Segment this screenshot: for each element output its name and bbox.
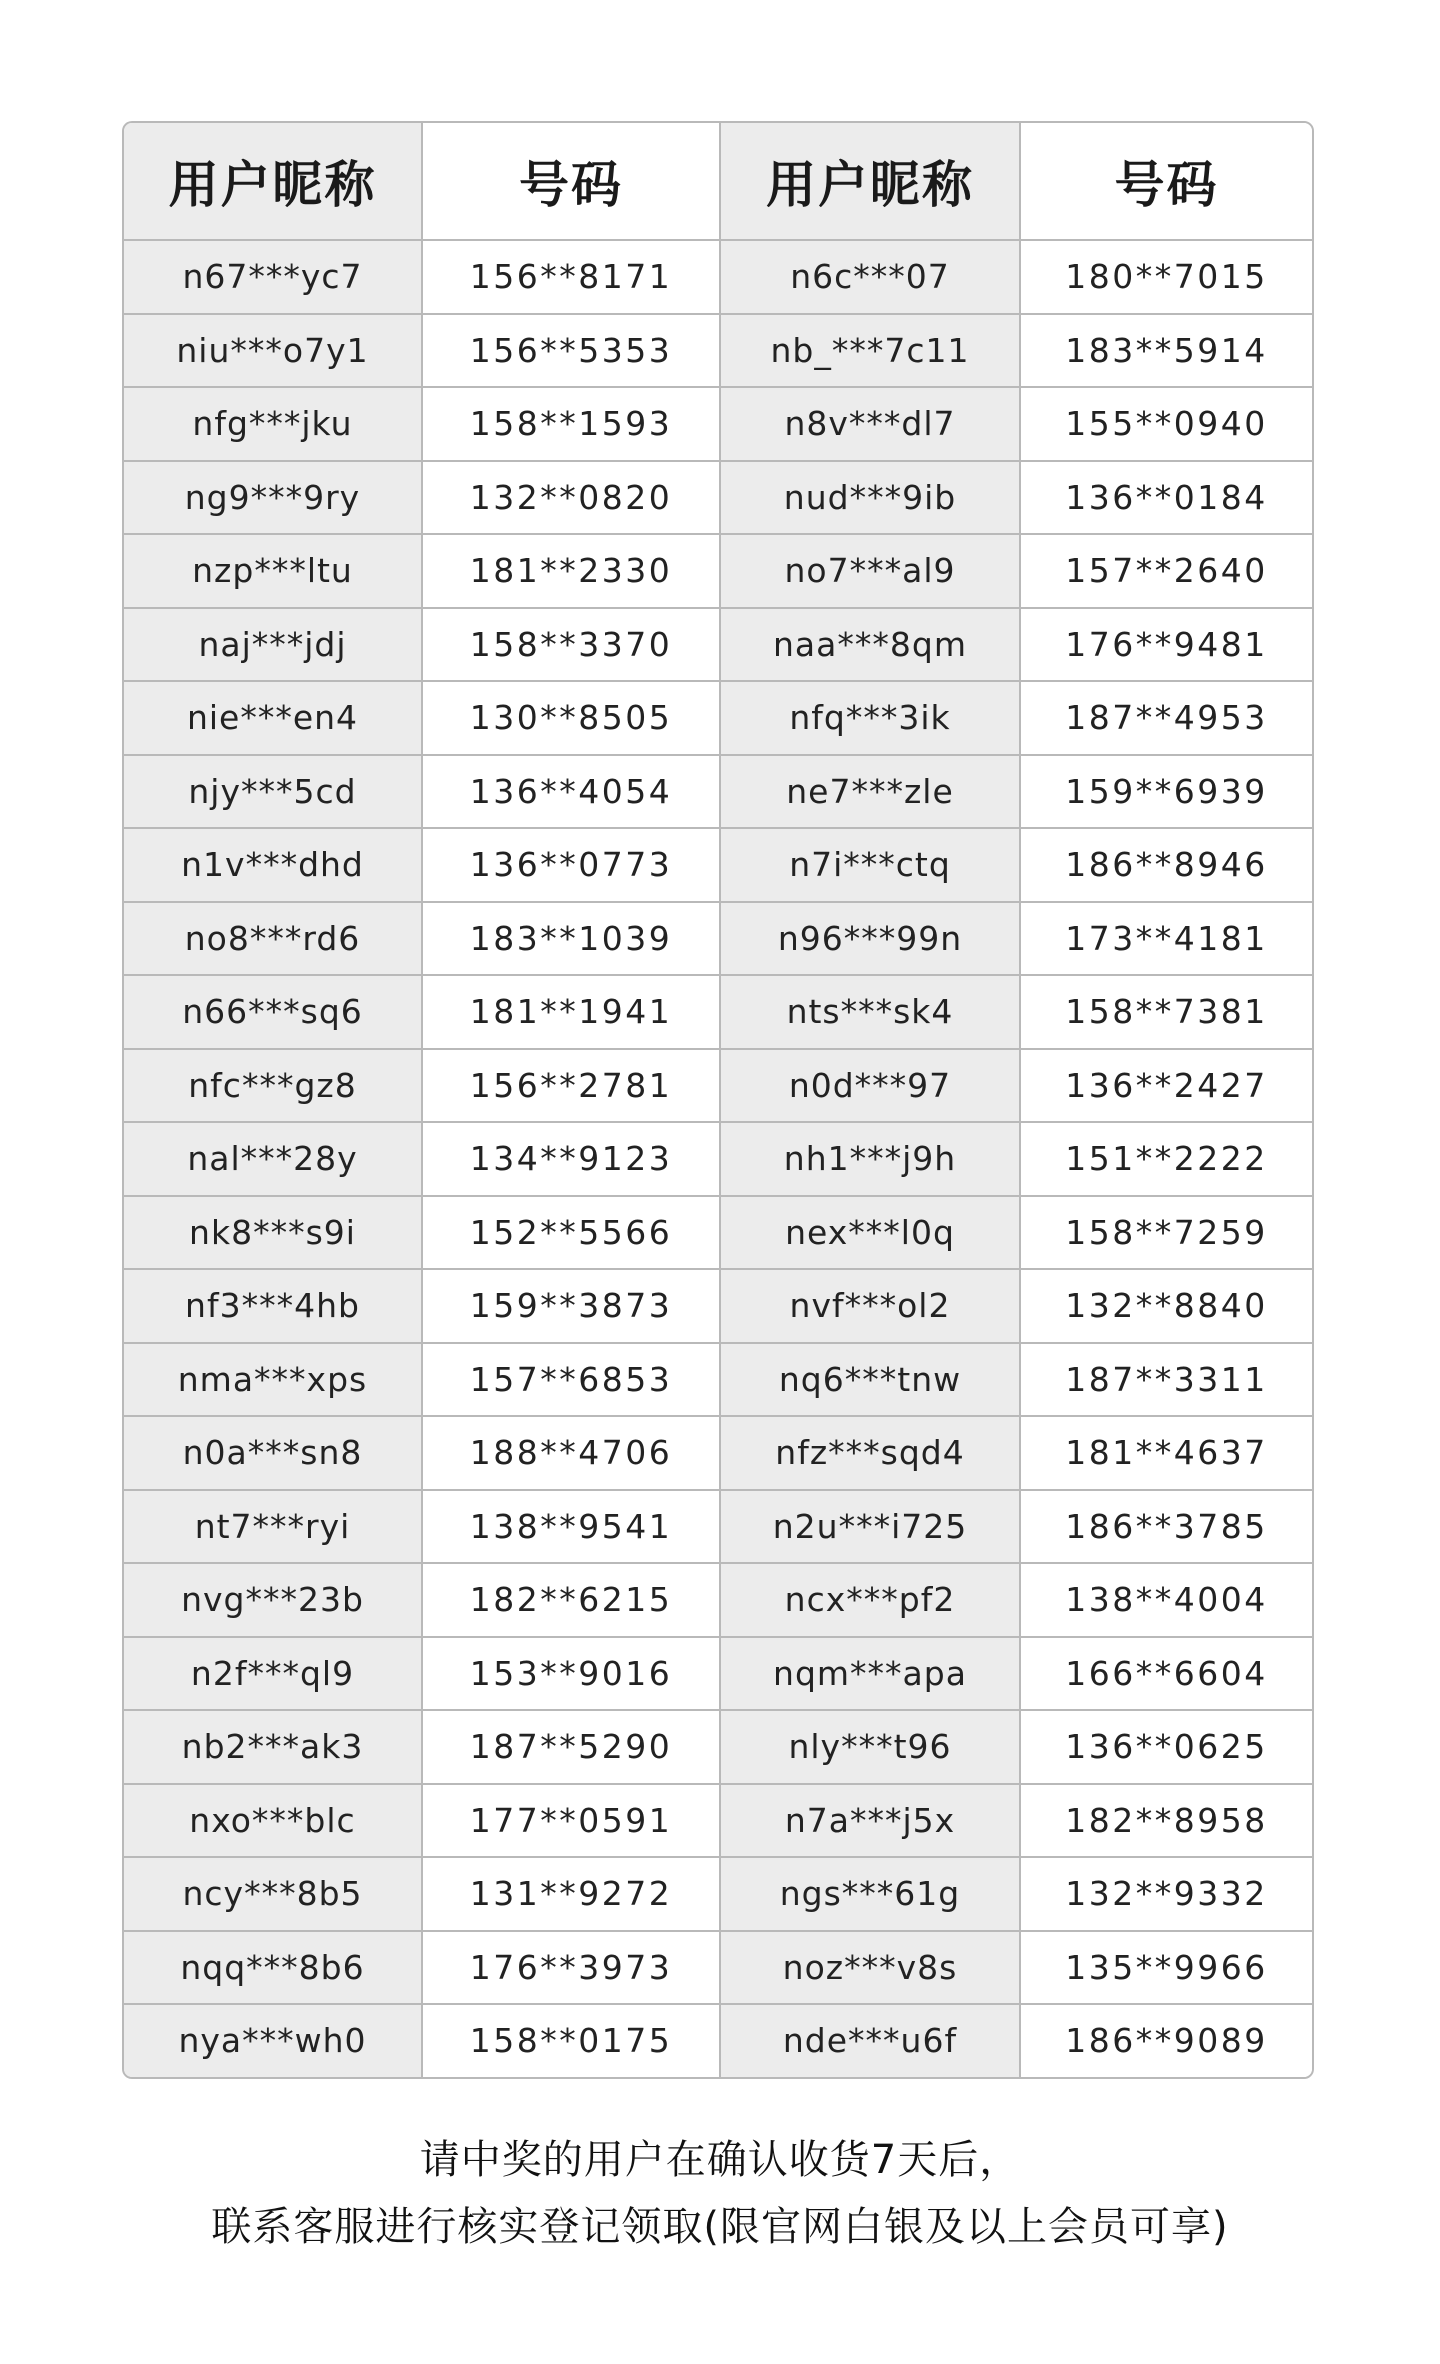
- cell-phone-right: 158**7381: [1020, 975, 1312, 1049]
- cell-nickname-left: nzp***ltu: [124, 534, 422, 608]
- cell-nickname-left: ng9***9ry: [124, 461, 422, 535]
- cell-phone-left: 136**0773: [422, 828, 720, 902]
- cell-nickname-right: n2u***i725: [720, 1490, 1020, 1564]
- cell-nickname-left: nfc***gz8: [124, 1049, 422, 1123]
- cell-nickname-left: ncy***8b5: [124, 1857, 422, 1931]
- cell-phone-left: 138**9541: [422, 1490, 720, 1564]
- cell-phone-left: 153**9016: [422, 1637, 720, 1711]
- cell-nickname-right: n8v***dl7: [720, 387, 1020, 461]
- cell-nickname-left: niu***o7y1: [124, 314, 422, 388]
- cell-phone-right: 155**0940: [1020, 387, 1312, 461]
- table-row: [124, 608, 1312, 682]
- cell-phone-right: 166**6604: [1020, 1637, 1312, 1711]
- cell-nickname-right: nq6***tnw: [720, 1343, 1020, 1417]
- table-row: [124, 1857, 1312, 1931]
- table-row: [124, 1490, 1312, 1564]
- cell-nickname-left: n2f***ql9: [124, 1637, 422, 1711]
- cell-nickname-right: nts***sk4: [720, 975, 1020, 1049]
- cell-nickname-right: nfz***sqd4: [720, 1416, 1020, 1490]
- table-row: [124, 2004, 1312, 2077]
- cell-phone-left: 156**5353: [422, 314, 720, 388]
- cell-nickname-right: nud***9ib: [720, 461, 1020, 535]
- cell-phone-right: 186**9089: [1020, 2004, 1312, 2077]
- cell-phone-right: 183**5914: [1020, 314, 1312, 388]
- cell-nickname-right: nh1***j9h: [720, 1122, 1020, 1196]
- cell-phone-right: 151**2222: [1020, 1122, 1312, 1196]
- cell-phone-left: 176**3973: [422, 1931, 720, 2005]
- table-row: [124, 1049, 1312, 1123]
- cell-phone-right: 173**4181: [1020, 902, 1312, 976]
- table-row: [124, 1269, 1312, 1343]
- cell-nickname-left: nie***en4: [124, 681, 422, 755]
- cell-phone-right: 186**8946: [1020, 828, 1312, 902]
- cell-phone-right: 186**3785: [1020, 1490, 1312, 1564]
- cell-phone-left: 152**5566: [422, 1196, 720, 1270]
- table-row: [124, 1416, 1312, 1490]
- cell-nickname-right: nex***l0q: [720, 1196, 1020, 1270]
- cell-nickname-right: nly***t96: [720, 1710, 1020, 1784]
- cell-nickname-left: n1v***dhd: [124, 828, 422, 902]
- cell-nickname-right: nvf***ol2: [720, 1269, 1020, 1343]
- cell-phone-right: 187**4953: [1020, 681, 1312, 755]
- cell-phone-right: 182**8958: [1020, 1784, 1312, 1858]
- cell-phone-left: 156**8171: [422, 240, 720, 314]
- cell-phone-left: 158**3370: [422, 608, 720, 682]
- cell-nickname-right: nqm***apa: [720, 1637, 1020, 1711]
- cell-nickname-right: nfq***3ik: [720, 681, 1020, 755]
- header-nickname-right: 用户昵称: [720, 123, 1020, 240]
- cell-nickname-left: nqq***8b6: [124, 1931, 422, 2005]
- cell-nickname-left: nf3***4hb: [124, 1269, 422, 1343]
- cell-phone-left: 183**1039: [422, 902, 720, 976]
- cell-nickname-right: no7***al9: [720, 534, 1020, 608]
- cell-phone-right: 136**0625: [1020, 1710, 1312, 1784]
- table-row: [124, 1343, 1312, 1417]
- cell-phone-left: 157**6853: [422, 1343, 720, 1417]
- cell-phone-right: 181**4637: [1020, 1416, 1312, 1490]
- cell-phone-right: 187**3311: [1020, 1343, 1312, 1417]
- table-header-row: [124, 123, 1312, 240]
- table-row: [124, 461, 1312, 535]
- cell-nickname-right: nde***u6f: [720, 2004, 1020, 2077]
- cell-phone-left: 158**1593: [422, 387, 720, 461]
- cell-phone-left: 187**5290: [422, 1710, 720, 1784]
- cell-nickname-left: no8***rd6: [124, 902, 422, 976]
- notice-line-2: 联系客服进行核实登记领取(限官网白银及以上会员可享): [211, 2204, 1229, 2250]
- cell-phone-left: 134**9123: [422, 1122, 720, 1196]
- cell-nickname-left: n0a***sn8: [124, 1416, 422, 1490]
- cell-phone-left: 181**1941: [422, 975, 720, 1049]
- table-body: [124, 240, 1312, 2077]
- cell-phone-right: 132**9332: [1020, 1857, 1312, 1931]
- table-row: [124, 828, 1312, 902]
- cell-nickname-right: n7i***ctq: [720, 828, 1020, 902]
- cell-phone-left: 131**9272: [422, 1857, 720, 1931]
- cell-phone-left: 158**0175: [422, 2004, 720, 2077]
- table-row: [124, 534, 1312, 608]
- table-row: [124, 1563, 1312, 1637]
- cell-phone-left: 181**2330: [422, 534, 720, 608]
- cell-phone-right: 136**0184: [1020, 461, 1312, 535]
- cell-nickname-left: nb2***ak3: [124, 1710, 422, 1784]
- cell-nickname-right: noz***v8s: [720, 1931, 1020, 2005]
- cell-nickname-left: njy***5cd: [124, 755, 422, 829]
- cell-nickname-left: nfg***jku: [124, 387, 422, 461]
- header-nickname-left: 用户昵称: [124, 123, 422, 240]
- cell-nickname-left: n66***sq6: [124, 975, 422, 1049]
- winners-table: [124, 123, 1312, 2077]
- table-row: [124, 1710, 1312, 1784]
- cell-nickname-left: nvg***23b: [124, 1563, 422, 1637]
- cell-phone-left: 132**0820: [422, 461, 720, 535]
- cell-phone-left: 156**2781: [422, 1049, 720, 1123]
- table-row: [124, 387, 1312, 461]
- cell-nickname-left: nma***xps: [124, 1343, 422, 1417]
- cell-phone-left: 159**3873: [422, 1269, 720, 1343]
- cell-nickname-left: nya***wh0: [124, 2004, 422, 2077]
- header-phone-left: 号码: [422, 123, 720, 240]
- notice-line-1: 请中奖的用户在确认收货7天后，: [419, 2137, 1021, 2183]
- cell-phone-left: 182**6215: [422, 1563, 720, 1637]
- cell-nickname-right: n7a***j5x: [720, 1784, 1020, 1858]
- table-row: [124, 1196, 1312, 1270]
- cell-phone-left: 177**0591: [422, 1784, 720, 1858]
- cell-phone-right: 180**7015: [1020, 240, 1312, 314]
- table-row: [124, 1637, 1312, 1711]
- cell-phone-right: 132**8840: [1020, 1269, 1312, 1343]
- cell-phone-right: 136**2427: [1020, 1049, 1312, 1123]
- cell-phone-left: 130**8505: [422, 681, 720, 755]
- cell-nickname-left: nal***28y: [124, 1122, 422, 1196]
- table-row: [124, 240, 1312, 314]
- table-row: [124, 755, 1312, 829]
- cell-phone-right: 176**9481: [1020, 608, 1312, 682]
- table-row: [124, 314, 1312, 388]
- cell-phone-right: 158**7259: [1020, 1196, 1312, 1270]
- cell-nickname-right: n0d***97: [720, 1049, 1020, 1123]
- table-row: [124, 681, 1312, 755]
- winners-table-container: [122, 121, 1314, 2079]
- cell-phone-right: 157**2640: [1020, 534, 1312, 608]
- cell-nickname-right: ne7***zle: [720, 755, 1020, 829]
- cell-nickname-right: ngs***61g: [720, 1857, 1020, 1931]
- header-phone-right: 号码: [1020, 123, 1312, 240]
- cell-nickname-left: nk8***s9i: [124, 1196, 422, 1270]
- cell-nickname-right: n96***99n: [720, 902, 1020, 976]
- cell-phone-left: 136**4054: [422, 755, 720, 829]
- cell-nickname-right: ncx***pf2: [720, 1563, 1020, 1637]
- table-row: [124, 1122, 1312, 1196]
- table-row: [124, 975, 1312, 1049]
- cell-phone-right: 135**9966: [1020, 1931, 1312, 2005]
- cell-nickname-right: n6c***07: [720, 240, 1020, 314]
- cell-phone-right: 159**6939: [1020, 755, 1312, 829]
- cell-nickname-right: nb_***7c11: [720, 314, 1020, 388]
- cell-phone-right: 138**4004: [1020, 1563, 1312, 1637]
- table-row: [124, 1784, 1312, 1858]
- cell-phone-left: 188**4706: [422, 1416, 720, 1490]
- table-row: [124, 902, 1312, 976]
- cell-nickname-left: naj***jdj: [124, 608, 422, 682]
- cell-nickname-left: n67***yc7: [124, 240, 422, 314]
- table-row: [124, 1931, 1312, 2005]
- cell-nickname-left: nt7***ryi: [124, 1490, 422, 1564]
- cell-nickname-left: nxo***blc: [124, 1784, 422, 1858]
- cell-nickname-right: naa***8qm: [720, 608, 1020, 682]
